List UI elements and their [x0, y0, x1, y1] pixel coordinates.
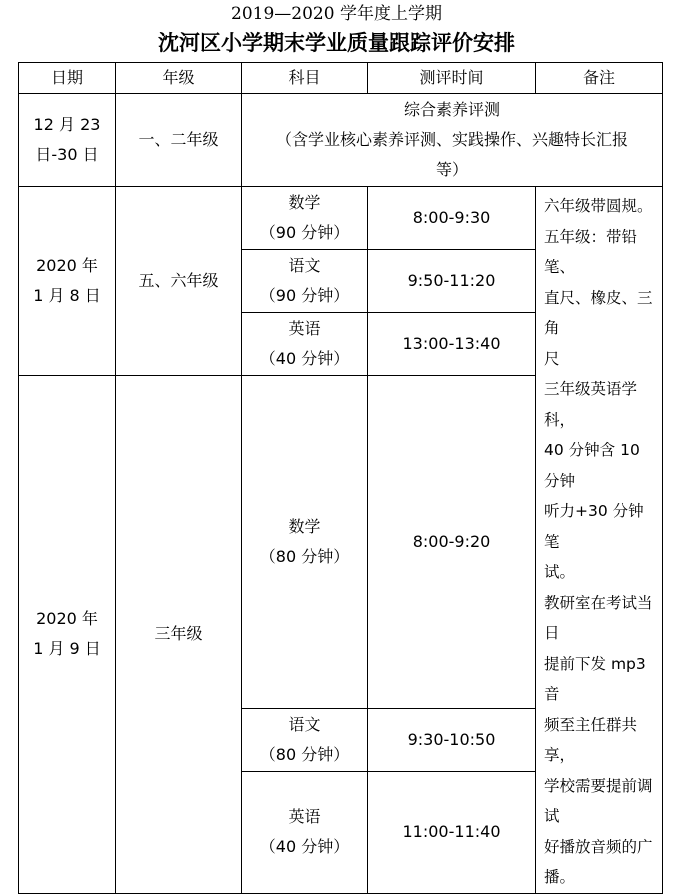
grade-cell: 一、二年级 — [116, 94, 242, 187]
row-grade-5-6-math — [19, 187, 663, 250]
grade-cell: 三年级 — [116, 376, 242, 894]
notes-cell — [536, 187, 663, 894]
header-row — [19, 63, 663, 94]
date-cell — [19, 94, 116, 187]
notes-line: 听力+30 分钟笔 — [544, 502, 644, 551]
subject-line: 等） — [436, 160, 469, 179]
header-subject: 科目 — [242, 63, 368, 94]
subject-name: 英语 — [288, 807, 321, 826]
grade-cell: 五、六年级 — [116, 187, 242, 376]
subject-name: 语文 — [288, 714, 321, 734]
time-cell: 8:00-9:30 — [368, 187, 536, 250]
time-cell: 9:30-10:50 — [368, 708, 536, 771]
subject-duration: （80 分钟） — [259, 744, 350, 764]
date-line: 日-30 日 — [35, 145, 99, 164]
date-line: 12 月 23 — [33, 115, 101, 134]
date-cell — [19, 376, 116, 894]
subject-cell — [242, 708, 368, 771]
time-cell: 11:00-11:40 — [368, 771, 536, 893]
row-grade-1-2 — [19, 94, 663, 187]
notes-line: 试。 — [544, 563, 576, 581]
schedule-table — [18, 62, 663, 894]
header-notes: 备注 — [536, 63, 663, 94]
subject-name: 语文 — [288, 256, 321, 275]
date-line: 1 月 9 日 — [33, 639, 101, 659]
subject-duration: （40 分钟） — [259, 349, 350, 368]
notes-line: 直尺、橡皮、三角 — [544, 288, 653, 337]
header-time: 测评时间 — [368, 63, 536, 94]
subject-line: 综合素养评测 — [404, 100, 501, 119]
notes-line: 频至主任群共享， — [544, 715, 638, 764]
notes-line: 六年级带圆规。 — [544, 197, 653, 215]
notes-line: 提前下发 mp3 音 — [544, 654, 646, 703]
date-line: 2020 年 — [36, 609, 98, 629]
subject-cell — [242, 187, 368, 250]
date-cell — [19, 187, 116, 376]
subject-duration: （40 分钟） — [259, 837, 350, 856]
notes-line: 40 分钟含 10 分钟 — [544, 441, 640, 490]
subject-cell — [242, 250, 368, 313]
time-cell: 9:50-11:20 — [368, 250, 536, 313]
subject-cell — [242, 771, 368, 893]
notes-line: 学校需要提前调试 — [544, 776, 653, 825]
subject-duration: （90 分钟） — [259, 286, 350, 305]
time-cell: 8:00-9:20 — [368, 376, 536, 709]
subject-cell — [242, 376, 368, 709]
subject-name: 英语 — [288, 319, 321, 338]
document-subtitle: 2019—2020 学年度上学期 — [231, 4, 442, 24]
header-grade: 年级 — [116, 63, 242, 94]
subject-name: 数学 — [288, 193, 321, 212]
date-line: 2020 年 — [36, 256, 98, 275]
date-line: 1 月 8 日 — [33, 286, 101, 305]
document-title: 沈河区小学期末学业质量跟踪评价安排 — [158, 30, 515, 55]
notes-line: 五年级：带铅笔、 — [544, 227, 638, 276]
subject-duration: （90 分钟） — [259, 223, 350, 242]
notes-line: 好播放音频的广 — [544, 837, 653, 856]
subject-cell — [242, 313, 368, 376]
notes-line: 播。 — [544, 868, 576, 886]
time-cell: 13:00-13:40 — [368, 313, 536, 376]
notes-line: 教研室在考试当日 — [544, 593, 653, 642]
notes-line: 三年级英语学科， — [544, 380, 638, 429]
subject-duration: （80 分钟） — [259, 546, 350, 566]
notes-line: 尺 — [544, 349, 560, 368]
subject-cell-comprehensive — [242, 94, 663, 187]
subject-name: 数学 — [288, 516, 321, 536]
subject-line: （含学业核心素养评测、实践操作、兴趣特长汇报 — [276, 130, 629, 149]
header-date: 日期 — [19, 63, 116, 94]
